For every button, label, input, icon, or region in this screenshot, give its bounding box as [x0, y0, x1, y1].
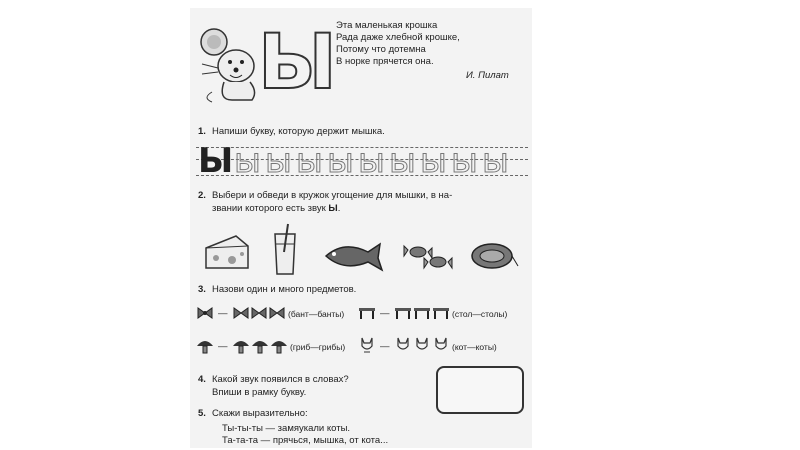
tracing-row[interactable]	[196, 143, 528, 179]
bow-icon	[196, 306, 214, 320]
pair-hint: (бант—банты)	[288, 309, 345, 319]
mushroom-icon	[196, 338, 214, 354]
pair-dash: —	[218, 308, 228, 319]
task-2-text-line2	[212, 203, 340, 215]
trace-letter: ы	[265, 141, 292, 181]
mushroom-icon	[232, 338, 288, 354]
trace-letter: ы	[389, 141, 416, 181]
bow-icon	[232, 306, 286, 320]
pair-dash: —	[380, 341, 390, 352]
task-5-line1: Ты-ты-ты — замяукали коты.	[222, 423, 351, 434]
task-4-text-line2: Впиши в рамку букву.	[212, 387, 307, 398]
pair-hint: (гриб—грибы)	[290, 342, 346, 352]
trace-letter: ы	[420, 141, 447, 181]
task-1-text: Напиши букву, которую держит мышка.	[212, 126, 385, 137]
poem-line: Эта маленькая крошка	[336, 20, 438, 31]
candies-icon[interactable]	[402, 240, 458, 276]
task-2-text-line2-post: .	[337, 203, 341, 214]
fish-icon[interactable]	[320, 236, 386, 276]
poem-line: Рада даже хлебной крошке,	[336, 32, 460, 43]
task-4-number: 4.	[198, 374, 206, 385]
task-5-line2: Та-та-та — прячься, мышка, от кота...	[222, 435, 389, 446]
trace-letter: ы	[327, 141, 354, 181]
milk-glass-icon[interactable]	[270, 222, 300, 278]
task-3-text: Назови один и много предметов.	[212, 284, 357, 295]
mouse-icon	[198, 22, 264, 104]
cat-icon	[358, 336, 376, 354]
poem-line: Потому что дотемна	[336, 44, 426, 55]
trace-letter: ы	[358, 141, 385, 181]
task-4-text-line1: Какой звук появился в словах?	[212, 374, 349, 385]
pair-hint: (стол—столы)	[452, 309, 508, 319]
table-icon	[394, 306, 450, 320]
task-2-text-line1: Выбери и обведи в кружок угощение для мышки, в на-	[212, 190, 453, 201]
trace-letter: ы	[234, 141, 261, 181]
task-2-text-line2-pre: звании которого есть звук	[212, 203, 329, 214]
trace-letter: ы	[482, 141, 509, 181]
cat-icon	[394, 336, 450, 354]
sausage-icon[interactable]	[468, 240, 520, 274]
trace-sample-letter: Ы	[198, 141, 234, 181]
task-5-text: Скажи выразительно:	[212, 408, 308, 419]
poem-author: И. Пилат	[466, 70, 509, 81]
task-2-sound: Ы	[328, 203, 338, 214]
poem-line: В норке прячется она.	[336, 56, 434, 67]
pair-dash: —	[218, 341, 228, 352]
task-2-number: 2.	[198, 190, 206, 201]
cheese-icon[interactable]	[202, 230, 252, 274]
pair-dash: —	[380, 308, 390, 319]
big-letter: Ы	[258, 17, 337, 106]
pair-hint: (кот—коты)	[452, 342, 497, 352]
task-3-number: 3.	[198, 284, 206, 295]
worksheet-page	[190, 8, 532, 448]
task-1-number: 1.	[198, 126, 206, 137]
answer-frame[interactable]	[436, 366, 524, 414]
table-icon	[358, 306, 376, 320]
trace-letter: ы	[296, 141, 323, 181]
trace-letter: ы	[451, 141, 478, 181]
task-5-number: 5.	[198, 408, 206, 419]
